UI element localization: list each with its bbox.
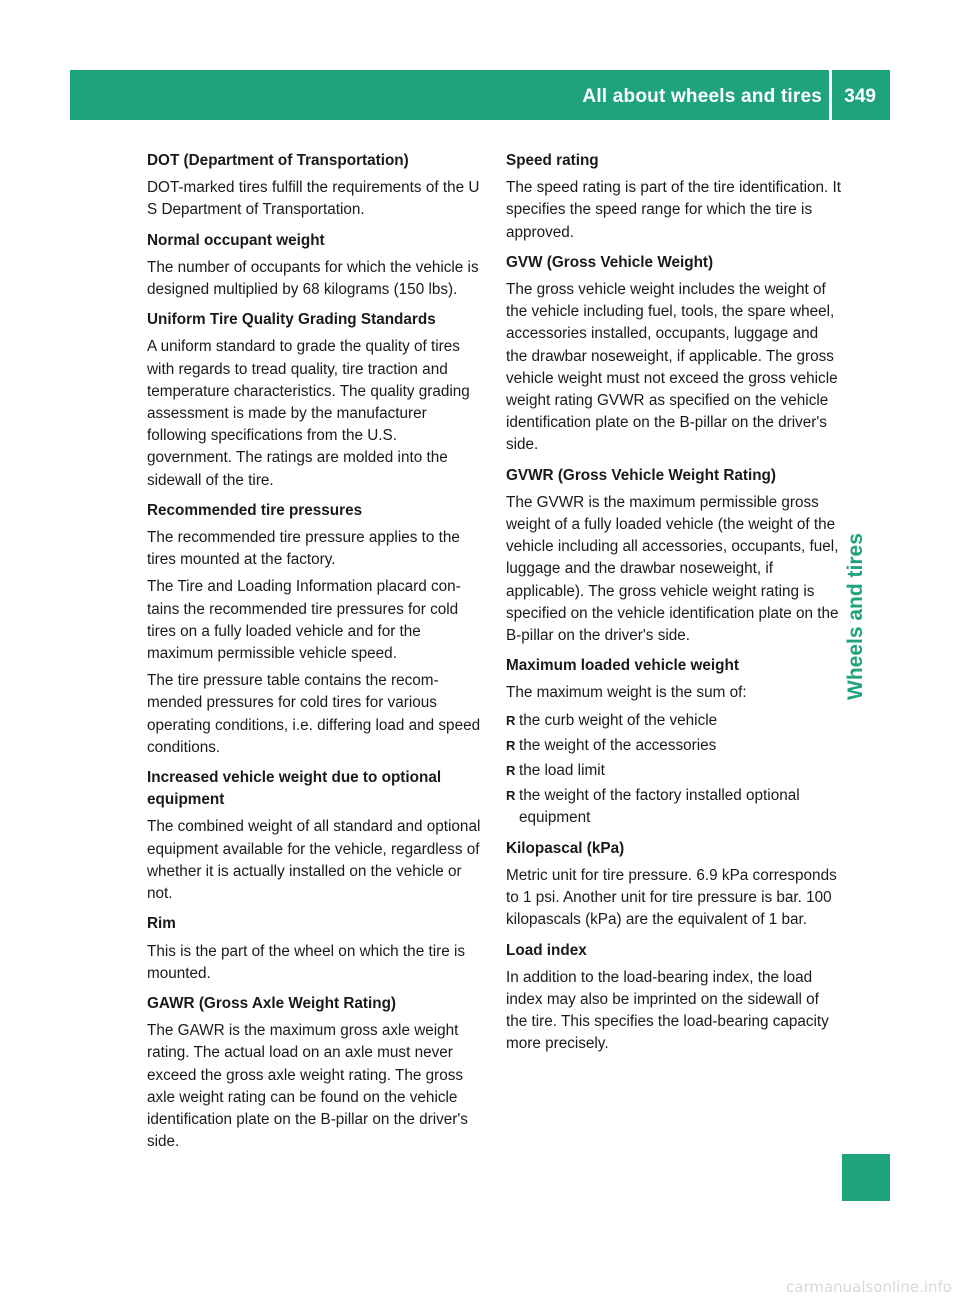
section <box>506 838 841 932</box>
section-heading: GVW (Gross Vehicle Weight) <box>506 253 714 271</box>
section-paragraph: In addition to the load-bearing index, the load index may also be imprinted on the sidewall of the tire. This specifies the load-bearing capacity more precisely. <box>506 968 829 1053</box>
section <box>147 230 482 302</box>
section <box>147 500 482 759</box>
section-paragraph: The recommended tire pressure applies to the tires mounted at the factory. <box>147 529 460 569</box>
section-paragraph: The gross vehicle weight includes the weight of the vehicle including fuel, tools, the spare wheel, accessories installed, occupants, luggage and the drawbar noseweight, if applicable. The gross vehicle weight must not exceed the gross vehicle weight rating GVWR as specified on the vehicle identification plate on the B-pillar on the driver's side. <box>506 281 838 454</box>
section <box>147 309 482 492</box>
side-tab-label: Wheels and tires <box>844 533 867 700</box>
section-paragraph: The combined weight of all standard and optional equipment available for the vehicle, regardless of whether it is actually installed on the vehicle or not. <box>147 818 481 903</box>
section <box>147 913 482 985</box>
section <box>506 655 841 829</box>
section-paragraph: The speed rating is part of the tire identification. It specifies the speed range for which the tire is approved. <box>506 179 842 241</box>
footer-watermark: carmanualsonline.info <box>786 1278 952 1296</box>
bullet-list <box>506 710 841 830</box>
bullet-marker-icon: R <box>506 788 516 804</box>
section-heading: Rim <box>147 915 176 933</box>
section-heading: GVWR (Gross Vehicle Weight Rating) <box>506 466 776 484</box>
section <box>506 252 841 457</box>
bullet-text: the load limit <box>519 762 605 780</box>
section-heading: DOT (Department of Transportation) <box>147 152 409 169</box>
section-heading: Kilopascal (kPa) <box>506 839 625 857</box>
section-paragraph: The GAWR is the maximum gross axle weight rating. The actual load on an axle must never exceed the gross axle weight rating. The gross axle weight rating can be found on the vehicle identification plate on the B-pillar on the driver's side. <box>147 1022 468 1151</box>
section-paragraph: Metric unit for tire pressure. 6.9 kPa corresponds to 1 psi. Another unit for tire pressure is bar. 100 kilopascals (kPa) are the equivalent of 1 bar. <box>506 866 837 929</box>
section <box>506 150 841 244</box>
section-paragraph: The tire pressure table contains the recommended pressures for cold tires for various operating conditions, i.e. differing load and speed conditions. <box>147 672 481 756</box>
section <box>147 993 482 1153</box>
section-paragraph: DOT-marked tires fulfill the requirements of the U S Department of Transportation. <box>147 179 480 219</box>
section-heading: Speed rating <box>506 152 599 169</box>
bullet-item <box>506 760 841 782</box>
bullet-item <box>506 710 841 732</box>
section <box>506 940 841 1056</box>
header-bar <box>70 70 890 120</box>
bullet-item <box>506 785 841 829</box>
section-paragraph: The number of occupants for which the vehicle is designed multiplied by 68 kilograms (150 lbs). <box>147 258 479 299</box>
section-paragraph: This is the part of the wheel on which the tire is mounted. <box>147 942 465 982</box>
chapter-title: All about wheels and tires <box>582 86 822 107</box>
section-heading: Increased vehicle weight due to optional equipment <box>147 769 442 809</box>
bullet-marker-icon: R <box>506 763 516 779</box>
section-paragraph: A uniform standard to grade the quality of tires with regards to tread quality, tire traction and temperature characteristics. The quality grading assessment is made by the manufacturer following specifications from the U.S. government. The ratings are molded into the sidewall of the tire. <box>147 338 470 489</box>
section-heading: Normal occupant weight <box>147 231 325 249</box>
section-paragraph: The Tire and Loading Information placard contains the recommended tire pressures for cold tires on a fully loaded vehicle and for the maximum permissible vehicle speed. <box>147 578 461 663</box>
side-tab-marker <box>842 1154 890 1201</box>
bullet-text: the curb weight of the vehicle <box>519 711 718 729</box>
section <box>147 150 482 222</box>
bullet-marker-icon: R <box>506 712 516 728</box>
section <box>506 465 841 648</box>
bullet-text: the weight of the factory installed optional equipment <box>519 787 800 827</box>
bullet-item <box>506 735 841 757</box>
section-heading: Load index <box>506 941 587 959</box>
section-heading: GAWR (Gross Axle Weight Rating) <box>147 994 397 1012</box>
bullet-marker-icon: R <box>506 737 516 753</box>
right-column <box>506 150 841 1064</box>
section <box>147 767 482 905</box>
section-heading: Uniform Tire Quality Grading Standards <box>147 311 436 329</box>
section-heading: Maximum loaded vehicle weight <box>506 657 739 675</box>
section-paragraph: The maximum weight is the sum of: <box>506 684 747 702</box>
page-number: 349 <box>844 86 876 107</box>
section-paragraph: The GVWR is the maximum permissible gross weight of a fully loaded vehicle (the weight of the vehicle including all accessories, occupants, fuel, luggage and the drawbar noseweight, if applicable). The gross vehicle weight rating is specified on the vehicle identification plate on the B-pillar on the driver's side. <box>506 493 839 645</box>
section-heading: Recommended tire pressures <box>147 501 363 519</box>
header-divider <box>829 70 832 120</box>
left-column <box>147 150 482 1161</box>
bullet-text: the weight of the accessories <box>519 736 717 754</box>
